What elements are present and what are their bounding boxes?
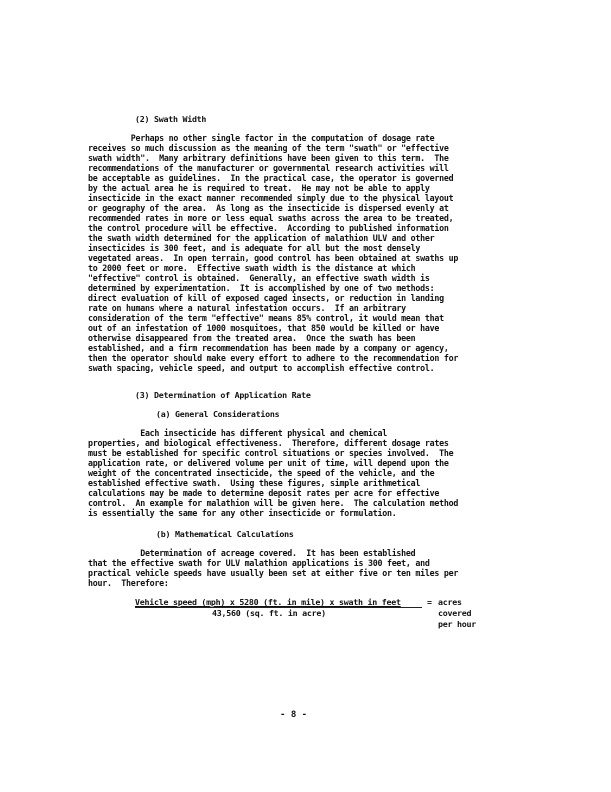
text-line: swath width". Many arbitrary definitions have been given to this term. The	[88, 152, 449, 164]
text-line: the swath width determined for the application of malathion ULV and other	[88, 232, 435, 244]
text-line: weight of the concentrated insecticide, the speed of the vehicle, and the	[88, 467, 435, 479]
text-line: be acceptable as guidelines. In the practical case, the operator is governed	[88, 172, 454, 184]
formula-result-line-2: covered	[438, 608, 472, 618]
text-line: recommended rates in more or less equal swaths across the area to be treated,	[88, 212, 454, 224]
text-line: the control procedure will be effective. According to published information	[88, 222, 449, 234]
text-line: properties, and biological effectiveness. Therefore, different dosage rates	[88, 437, 449, 449]
text-line: by the actual area he is required to treat. He may not be able to apply	[88, 182, 430, 194]
text-line: insecticides is 300 feet, and is adequate for all but the most densely	[88, 242, 421, 254]
formula-numerator: Vehicle speed (mph) x 5280 (ft. in mile) x swath in feet	[135, 597, 401, 607]
formula-denominator: 43,560 (sq. ft. in acre)	[212, 608, 326, 618]
text-line: direct evaluation of kill of exposed caged insects, or reduction in landing	[88, 292, 444, 304]
text-line: rate on humans where a natural infestation occurs. If an arbitrary	[88, 302, 406, 314]
text-line: to 2000 feet or more. Effective swath width is the distance at which	[88, 262, 416, 274]
text-line: insecticide in the exact manner recommended simply due to the physical layout	[88, 192, 454, 204]
subheading-mathematical-calculations: (b) Mathematical Calculations	[156, 529, 294, 539]
section-heading-swath-width: (2) Swath Width	[135, 114, 207, 124]
text-line: recommendations of the manufacturer or governmental research activities will	[88, 162, 449, 174]
text-line: out of an infestation of 1000 mosquitoes, that 850 would be killed or have	[88, 322, 440, 334]
text-line: control. An example for malathion will be given here. The calculation method	[88, 497, 459, 509]
section-heading-application-rate: (3) Determination of Application Rate	[135, 390, 311, 400]
subheading-general-considerations: (a) General Considerations	[156, 409, 280, 419]
text-line: or geography of the area. As long as the insecticide is dispersed evenly at	[88, 202, 449, 214]
text-line: calculations may be made to determine deposit rates per acre for effective	[88, 487, 440, 499]
text-line: application rate, or delivered volume per unit of time, will depend upon the	[88, 457, 449, 469]
text-line: "effective" control is obtained. Generally, an effective swath width is	[88, 272, 430, 284]
text-line: practical vehicle speeds have usually been set at either five or ten miles per	[88, 567, 459, 579]
text-line: established effective swath. Using these figures, simple arithmetical	[88, 477, 421, 489]
formula-result-line-1: acres	[438, 597, 462, 607]
formula-equals: =	[427, 597, 432, 607]
text-line: is essentially the same for any other insecticide or formulation.	[88, 507, 397, 519]
text-line: Each insecticide has different physical and chemical	[88, 427, 387, 439]
text-line: determined by experimentation. It is accomplished by one of two methods:	[88, 282, 435, 294]
text-line: swath spacing, vehicle speed, and output to accomplish effective control.	[88, 362, 435, 374]
text-line: then the operator should make every effort to adhere to the recommendation for	[88, 352, 459, 364]
page-number: - 8 -	[280, 710, 308, 720]
text-line: Determination of acreage covered. It has been established	[88, 547, 416, 559]
text-line: established, and a firm recommendation has been made by a company or agency,	[88, 342, 449, 354]
text-line: consideration of the term "effective" means 85% control, it would mean that	[88, 312, 444, 324]
text-line: receives so much discussion as the meaning of the term "swath" or "effective	[88, 142, 449, 154]
text-line: otherwise disappeared from the treated area. Once the swath has been	[88, 332, 416, 344]
text-line: vegetated areas. In open terrain, good control has been obtained at swaths up	[88, 252, 459, 264]
text-line: that the effective swath for ULV malathion applications is 300 feet, and	[88, 557, 430, 569]
formula-result-line-3: per hour	[438, 619, 476, 629]
text-line: hour. Therefore:	[88, 577, 169, 589]
text-line: Perhaps no other single factor in the computation of dosage rate	[88, 132, 435, 144]
text-line: must be established for specific control situations or species involved. The	[88, 447, 454, 459]
